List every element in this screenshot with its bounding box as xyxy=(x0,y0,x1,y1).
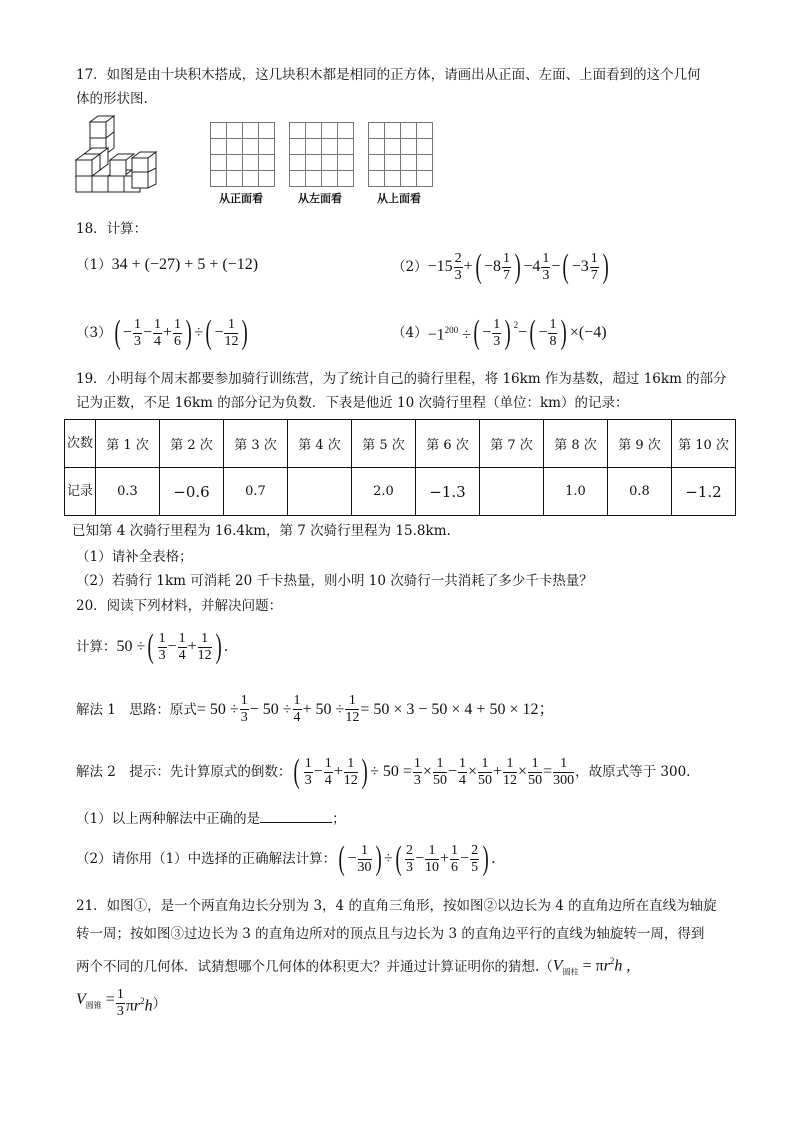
table-header: 第 3 次 xyxy=(224,420,288,468)
q21-line1: 21．如图①，是一个两直角边长分别为 3，4 的直角三角形，按如图②以边长为 4 的直角边所在直线为轴旋 xyxy=(76,898,717,914)
q18-p3-label: （3） xyxy=(76,325,112,341)
table-cell: −0.6 xyxy=(160,468,224,516)
q21-line3: 两个不同的几何体．试猜想哪个几何体的体积更大？并通过计算证明你的猜想.（ $V_{圆柱} = \pi r^2h$ , xyxy=(76,956,631,977)
q18-part3: （3） ( − $\frac{1}{3}$ − $\frac{1}{4}$ + $\frac{1}{6}$ ) ÷ ( − $\frac{1}{12}$ ) xyxy=(76,314,249,351)
left-view-grid[interactable] xyxy=(289,122,354,187)
q21-close: ） xyxy=(152,995,167,1012)
q18-p4-label: （4） xyxy=(392,325,428,341)
table-header: 第 9 次 xyxy=(608,420,672,468)
q20-method1-label: 解法 1 思路：原式 xyxy=(76,701,197,718)
q18-p1-label: （1） xyxy=(76,257,112,273)
q20-method2-label: 解法 2 提示：先计算原式的倒数： xyxy=(76,764,292,780)
q18-part4: （4） $-1^{200}$ ÷ ( − $\frac{1}{3}$ ) $^2$ − ( − $\frac{1}{8}$ ) ×(−4) xyxy=(392,314,607,351)
table-header: 第 10 次 xyxy=(672,420,736,468)
q20-method1: 解法 1 思路：原式 = 50 ÷ $\frac{1}{3}$ − 50 ÷ $\frac{1}{4}$ + 50 ÷ $\frac{1}{12}$ = 50 × 3 − 50 × 4 + 50 × 12； xyxy=(76,693,555,725)
q21-line2: 转一周；按如图③过边长为 3 的直角边所对的顶点且与边长为 3 的直角边平行的直线为轴旋转一周，得到 xyxy=(76,926,705,942)
front-view-grid[interactable] xyxy=(210,122,275,187)
table-row xyxy=(65,420,736,468)
q17-line2: 体的形状图. xyxy=(76,91,148,107)
q20-method1-tail: = 50 × 3 − 50 × 4 + 50 × 12； xyxy=(360,700,555,718)
q19-note: 已知第 4 次骑行里程为 16.4km，第 7 次骑行里程为 15.8km. xyxy=(72,523,451,539)
q19-sub1: （1）请补全表格； xyxy=(76,549,193,565)
table-cell: 0.7 xyxy=(224,468,288,516)
top-view-caption: 从上面看 xyxy=(377,192,421,205)
table-cell-blank[interactable] xyxy=(480,468,544,516)
table-cell: 1.0 xyxy=(544,468,608,516)
q21-cone-formula: $V_{圆锥}$ = $\frac{1}{3}$ $\pi r^2h$ ） xyxy=(76,987,167,1019)
q20-sub2-text: （2）请你用（1）中选择的正确解法计算： xyxy=(76,851,337,867)
block-figure xyxy=(74,114,170,206)
cone-subscript: 圆锥 xyxy=(85,1001,102,1011)
table-header: 第 2 次 xyxy=(160,420,224,468)
record-table xyxy=(64,419,736,516)
q20-title: 20．阅读下列材料，并解决问题： xyxy=(76,598,283,614)
answer-blank[interactable] xyxy=(260,810,332,823)
table-cell-blank[interactable] xyxy=(288,468,352,516)
table-cell: 0.3 xyxy=(96,468,160,516)
q20-sub1-end: ； xyxy=(332,811,346,827)
front-view-caption: 从正面看 xyxy=(219,192,263,205)
q19-line1: 19．小明每个周末都要参加骑行训练营，为了统计自己的骑行里程，将 16km 作为基数，超过 16km 的部分 xyxy=(76,371,727,387)
q18-part2: （2） −15 $\frac{2}{3}$ + ( −8 $\frac{1}{7}$ ) −4 $\frac{1}{3}$ − ( −3 $\frac{1}{7}$ ) xyxy=(392,248,609,285)
table-header: 第 6 次 xyxy=(416,420,480,468)
table-cell: −1.3 xyxy=(416,468,480,516)
q20-sub1 xyxy=(76,810,346,828)
table-row-head: 次数 xyxy=(65,420,96,468)
top-view-grid[interactable] xyxy=(368,122,433,187)
table-header: 第 7 次 xyxy=(480,420,544,468)
q20-method2: 解法 2 提示：先计算原式的倒数： ( $\frac{1}{3}$ − $\frac{1}{4}$ + $\frac{1}{12}$ ) ÷ 50 = $\frac{1}{3}$ × $\frac{1}{50}$ − $\frac{1}{4}$ × $\frac{1}{50}$ + $\frac{1}{12}$ × $\frac{1}{50}$ = $\frac{1}{300}$ ，故原式等于 300. xyxy=(76,753,691,790)
table-header: 第 8 次 xyxy=(544,420,608,468)
q18-title: 18．计算： xyxy=(76,221,148,237)
q21-line3-text: 两个不同的几何体．试猜想哪个几何体的体积更大？并通过计算证明你的猜想.（ xyxy=(76,958,553,975)
table-row xyxy=(65,468,736,516)
cylinder-subscript: 圆柱 xyxy=(562,967,579,977)
q18-part1 xyxy=(76,256,258,274)
q20-calc: 计算： 50 ÷ ( $\frac{1}{3}$ − $\frac{1}{4}$ + $\frac{1}{12}$ ) . xyxy=(76,628,228,665)
q20-sub2: （2）请你用（1）中选择的正确解法计算： ( − $\frac{1}{30}$ ) ÷ ( $\frac{2}{3}$ − $\frac{1}{10}$ + $\frac{1}{6}$ − $\frac{2}{5}$ ) . xyxy=(76,840,496,877)
q20-sub1-text: （1）以上两种解法中正确的是 xyxy=(76,811,261,827)
q20-calc-label: 计算： xyxy=(76,639,117,655)
q20-method2-tail: ，故原式等于 300. xyxy=(575,764,691,780)
table-cell: −1.2 xyxy=(672,468,736,516)
table-header: 第 1 次 xyxy=(96,420,160,468)
table-header: 第 5 次 xyxy=(352,420,416,468)
q17-line1: 17．如图是由十块积木搭成，这几块积木都是相同的正方体，请画出从正面、左面、上面看到的这个几何 xyxy=(76,67,701,83)
q18-p2-label: （2） xyxy=(392,259,428,275)
table-cell: 2.0 xyxy=(352,468,416,516)
q19-line2: 记为正数，不足 16km 的部分记为负数．下表是他近 10 次骑行里程（单位：km）的记录： xyxy=(76,395,629,411)
q19-sub2: （2）若骑行 1km 可消耗 20 千卡热量，则小明 10 次骑行一共消耗了多少千卡热量？ xyxy=(76,573,593,589)
table-row-head: 记录 xyxy=(65,468,96,516)
table-cell: 0.8 xyxy=(608,468,672,516)
left-view-caption: 从左面看 xyxy=(298,192,342,205)
table-header: 第 4 次 xyxy=(288,420,352,468)
q18-p1-expr: 34 + (−27) + 5 + (−12) xyxy=(111,256,259,273)
